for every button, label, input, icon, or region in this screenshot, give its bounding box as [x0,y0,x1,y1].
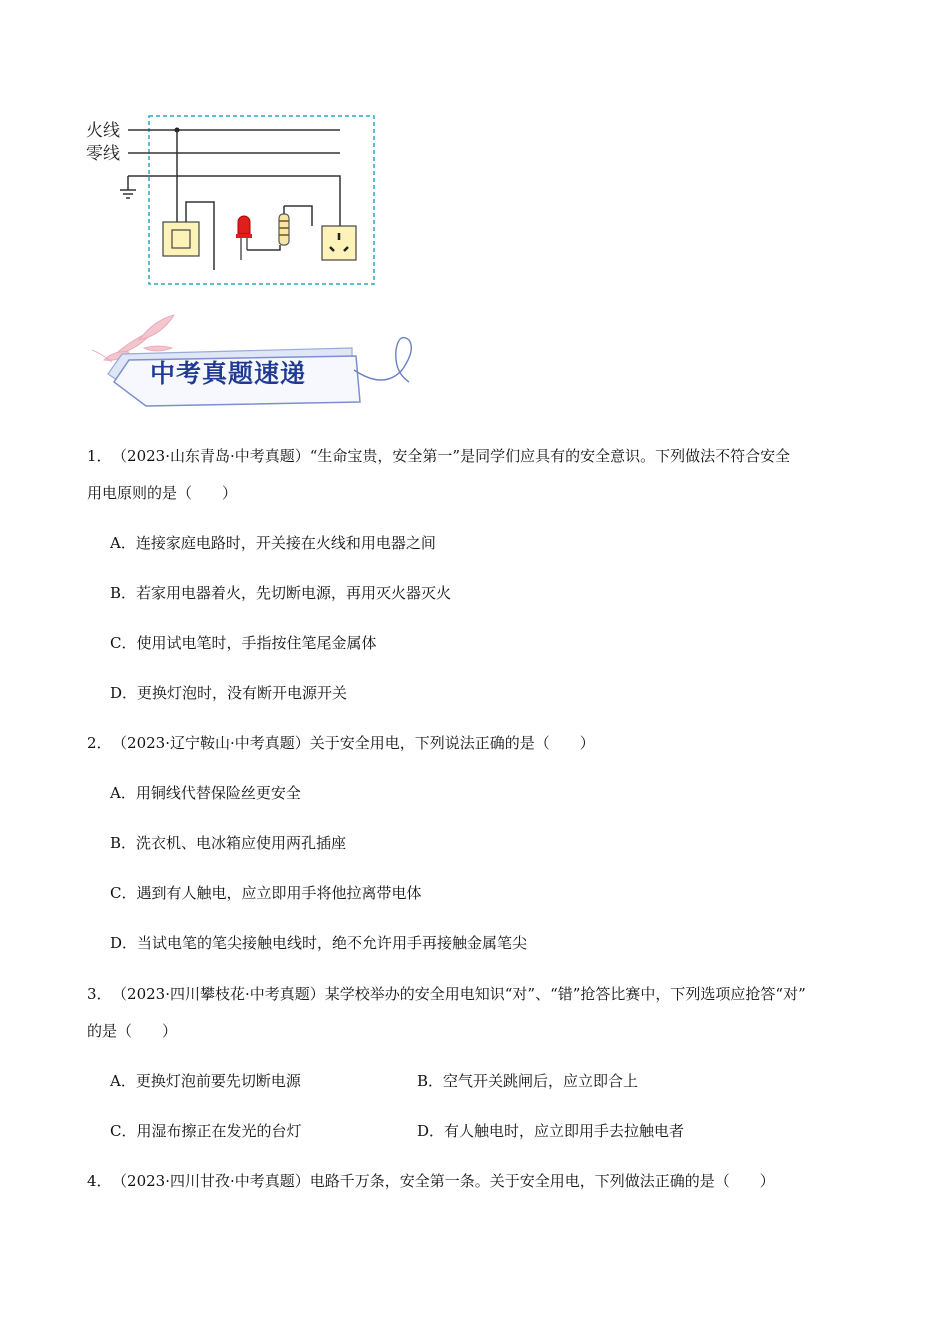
option-1c: C．使用试电笔时，手指按住笔尾金属体 [110,634,377,652]
resistor-icon [279,206,289,245]
option-2d: D．当试电笔的笔尖接触电线时，绝不允许用手再接触金属笔尖 [110,934,528,952]
section-title: 中考真题速递 [150,359,307,388]
question-2 [87,731,877,756]
question-number: 2． [87,734,112,752]
option-2c: C．遇到有人触电，应立即用手将他拉离带电体 [110,884,422,902]
option-3b: B．空气开关跳闸后，应立即合上 [417,1072,639,1090]
option-1a: A．连接家庭电路时，开关接在火线和用电器之间 [110,534,436,552]
socket-icon [322,226,356,260]
question-stem: （2023·辽宁鞍山·中考真题）关于安全用电，下列说法正确的是（ ） [119,734,595,752]
question-stem: （2023·四川甘孜·中考真题）电路千万条，安全第一条。关于安全用电，下列做法正确的是（ ） [119,1172,775,1190]
neutral-wire-label: 零线 [86,144,120,164]
option-1b: B．若家用电器着火，先切断电源，再用灭火器灭火 [110,584,452,602]
live-wire-label: 火线 [86,121,120,141]
question-3 [87,982,877,1007]
question-1 [87,444,877,469]
question-1-stem-line2: 用电原则的是（ ） [87,484,238,502]
question-number: 3． [87,985,112,1003]
option-2b: B．洗衣机、电冰箱应使用两孔插座 [110,834,347,852]
led-icon [236,216,252,260]
ground-wire [128,176,340,242]
squiggle-decoration-icon [354,338,411,382]
option-3c: C．用湿布擦正在发光的台灯 [110,1122,302,1140]
switch-icon [163,222,199,256]
option-3d: D．有人触电时，应立即用手去拉触电者 [417,1122,685,1140]
option-1d: D．更换灯泡时，没有断开电源开关 [110,684,348,702]
option-2a: A．用铜线代替保险丝更安全 [110,784,301,802]
option-3a: A．更换灯泡前要先切断电源 [110,1072,301,1090]
question-stem: （2023·四川攀枝花·中考真题）某学校举办的安全用电知识“对”、“错”抢答比赛中，下列选项应抢答“对” [119,985,806,1003]
question-3-stem-line2: 的是（ ） [87,1022,178,1040]
question-4 [87,1169,877,1194]
question-number: 1． [87,447,112,465]
household-circuit-diagram [80,110,390,295]
question-stem: （2023·山东青岛·中考真题）“生命宝贵，安全第一”是同学们应具有的安全意识。下列做法不符合安全 [119,447,791,465]
question-number: 4． [87,1172,112,1190]
